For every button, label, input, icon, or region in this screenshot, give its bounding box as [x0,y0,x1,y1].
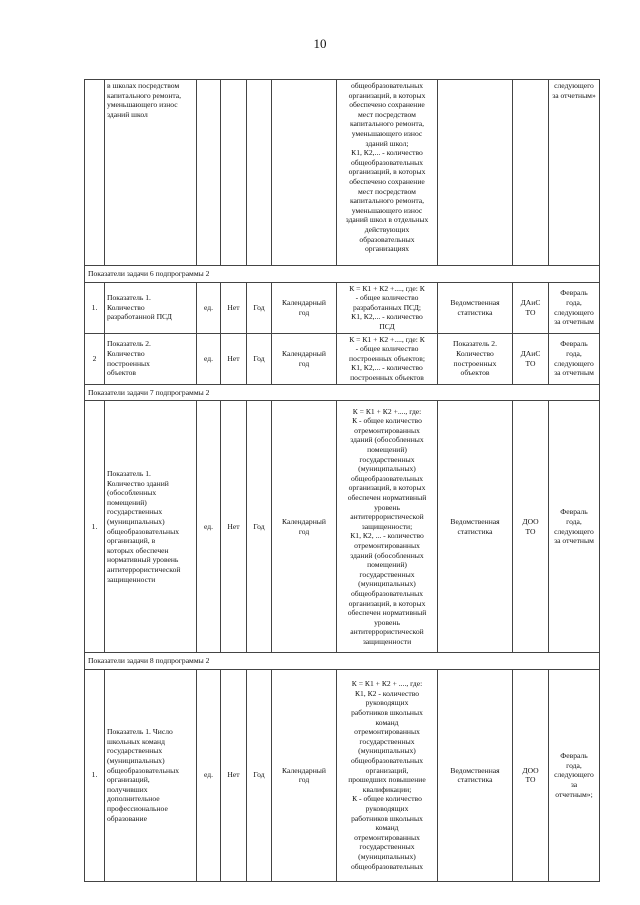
deadline-text: Февраль года, следующего за отчетным [554,339,594,378]
indicator-name-cell [105,282,197,333]
source-text: Ведомственная статистика [450,765,500,785]
responsible-text: ДОО ТО [522,765,539,785]
deadline-text: Февраль года, следующего за отчетным»; [554,751,594,799]
formula-text: К = К1 + К2 +...., где: К - общее количество построенных объектов; К1, К2,... - количество построенных объектов [349,334,425,382]
unit: ед. [197,282,221,333]
time-characteristic: Календарный год [282,348,326,368]
deadline-text: Февраль года, следующего за отчетным [554,507,594,546]
indicators-table [84,79,600,882]
formula-text: К = К1 + К2 +...., где: К - общее количество разработанных ПСД; К1, К2,... - количество ПСД [349,283,425,331]
indicator-name-cell [105,669,197,881]
formula-cell [337,282,438,333]
unit: ед. [197,669,221,881]
basic-indicator-cell [221,80,247,266]
table-row [85,282,600,333]
row-number: 1. [85,401,105,653]
basic-indicator: Нет [221,401,247,653]
row-number: 1. [85,669,105,881]
responsible-cell [513,401,549,653]
formula-cell [337,669,438,881]
section-row [85,266,600,283]
page-number: 10 [313,36,327,51]
formula-text: К = К1 + К2 + ...., где: К1, К2 - количество руководящих работников школьных команд отремонтированных государственных (муниципальных) общеобразовательных организаций, прошедших повышение квалификации; К - общее количество руководящих работников школьных команд отремонтированных государственных (муниципальных) общеобразовательных [348,679,426,871]
indicator-name: Показатель 1. Количество зданий (обособленных помещений) государственных (муниципальных) общеобразовательных организаций, в которых обеспечен нормативный уровень антитеррористической защищенности [107,469,181,584]
section-heading: Показатели задачи 8 подпрограммы 2 [85,653,600,670]
responsible-cell [513,333,549,384]
deadline-text: Февраль года, следующего за отчетным [554,288,594,327]
unit: ед. [197,401,221,653]
table-row [85,80,600,266]
responsible-cell [513,80,549,266]
indicator-name: в школах посредством капитального ремонта, уменьшающего износ зданий школ [107,81,182,119]
source-text: Показатель 2. Количество построенных объектов [453,339,497,378]
table-row [85,333,600,384]
section-row [85,653,600,670]
time-characteristic: Календарный год [282,517,326,536]
source-text: Ведомственная статистика [450,517,500,536]
section-heading: Показатели задачи 6 подпрограммы 2 [85,266,600,283]
time-characteristic: Календарный год [282,297,326,317]
indicator-name: Показатель 2. Количество построенных объектов [107,339,151,378]
deadline-cell [549,333,600,384]
responsible-text: ДАиС ТО [520,297,541,317]
source-text: Ведомственная статистика [450,297,500,317]
formula-cell [337,333,438,384]
unit: ед. [197,333,221,384]
time-cell [272,282,337,333]
formula-cell [337,80,438,266]
responsible-cell [513,282,549,333]
responsible-cell [513,669,549,881]
indicator-name: Показатель 1. Количество разработанной ПСД [107,293,172,322]
period: Год [247,401,272,653]
deadline-cell [549,80,600,266]
responsible-text: ДАиС ТО [520,348,541,368]
time-cell [272,333,337,384]
period-cell [247,80,272,266]
indicator-name-cell [105,333,197,384]
time-characteristic: Календарный год [282,765,326,785]
source-cell [438,401,513,653]
section-row [85,384,600,401]
table-row [85,401,600,653]
period: Год [247,333,272,384]
period: Год [247,282,272,333]
section-heading: Показатели задачи 7 подпрограммы 2 [85,384,600,401]
unit-cell [197,80,221,266]
deadline-cell [549,401,600,653]
source-cell [438,80,513,266]
period: Год [247,669,272,881]
deadline-cell [549,282,600,333]
formula-text: общеобразовательных организаций, в которых обеспечено сохранение мест посредством капитального ремонта, уменьшающего износ зданий школ; К1, К2,... - количество общеобразовательных организаций, в которых обеспечено сохранение мест посредством капитального ремонта, уменьшающего износ зданий школ в отдельных действующих образовательных организациях [345,81,429,254]
responsible-text: ДОО ТО [522,517,539,536]
indicator-name-cell [105,80,197,266]
deadline-cell [549,669,600,881]
deadline-text: следующего за отчетным» [552,81,596,100]
row-number: 1. [85,282,105,333]
row-number-cell [85,80,105,266]
source-cell [438,669,513,881]
row-number: 2 [85,333,105,384]
time-cell [272,80,337,266]
basic-indicator: Нет [221,669,247,881]
basic-indicator: Нет [221,282,247,333]
source-cell [438,282,513,333]
indicator-name-cell [105,401,197,653]
source-cell [438,333,513,384]
time-cell [272,401,337,653]
formula-cell [337,401,438,653]
basic-indicator: Нет [221,333,247,384]
formula-text: К = К1 + К2 +...., где: К - общее количество отремонтированных зданий (обособленных помещений) государственных (муниципальных) общеобразовательных организаций, в которых обеспечен нормативный уровень антитеррористической защищенности; К1, К2, ... - количество отремонтированных зданий (обособленных помещений) государственных (муниципальных) общеобразовательных организаций, в которых обеспечен нормативный уровень антитеррористической защищенности [347,406,427,646]
table-row [85,669,600,881]
indicator-name: Показатель 1. Число школьных команд государственных (муниципальных) общеобразовательных организаций, получивших дополнительное профессиональное образование [107,727,180,823]
time-cell [272,669,337,881]
